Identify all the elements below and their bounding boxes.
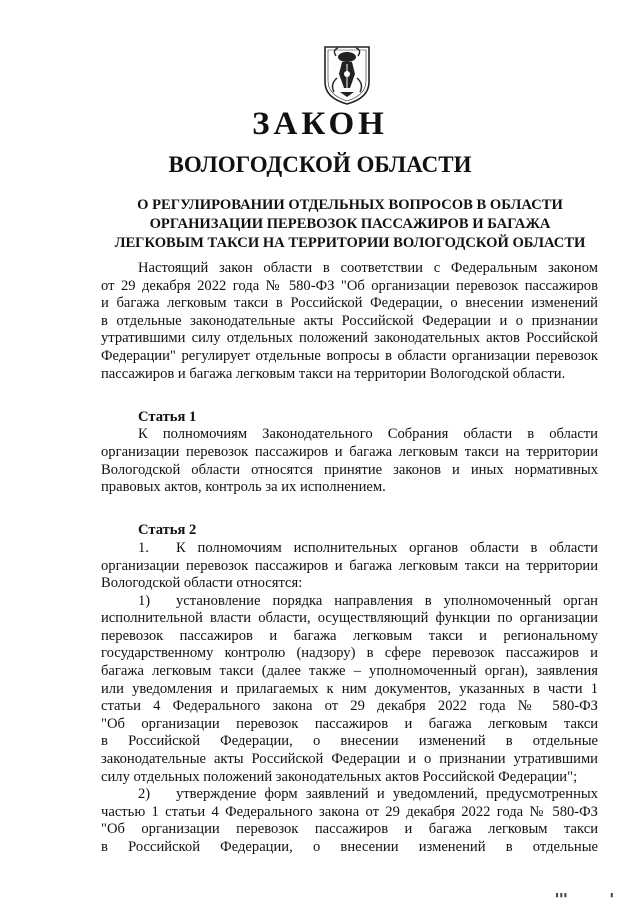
text-line: Вологодской области относятся принятие законов и иных нормативных bbox=[101, 461, 598, 478]
text-line: 1. К полномочиям исполнительных органов области в области bbox=[138, 539, 598, 556]
text-line: багажа легковым такси (далее также – уполномоченный орган), заявления bbox=[101, 663, 598, 680]
preamble bbox=[101, 260, 598, 383]
text-line: исполнительной власти области, осуществляющий функции по организации bbox=[101, 610, 598, 627]
text-line: 1) установление порядка направления в уполномоченный орган bbox=[138, 592, 598, 609]
heading-line: ЛЕГКОВЫМ ТАКСИ НА ТЕРРИТОРИИ ВОЛОГОДСКОЙ ОБЛАСТИ bbox=[114, 235, 586, 251]
article-2-item-1 bbox=[101, 593, 598, 787]
text-line: силу отдельных положений законодательных актов Российской Федерации"; bbox=[101, 768, 578, 785]
text-line: 2) утверждение форм заявлений и уведомлений, предусмотренных bbox=[138, 786, 598, 803]
article-2-title: Статья 2 bbox=[138, 522, 197, 539]
text-line: статьи 4 Федерального закона от 29 декабря 2022 года № 580-ФЗ bbox=[101, 698, 598, 715]
text-line: Вологодской области относятся: bbox=[101, 575, 303, 592]
article-1-title: Статья 1 bbox=[138, 408, 197, 425]
text-line: частью 1 статьи 4 Федерального закона от 29 декабря 2022 года № 580-ФЗ bbox=[101, 803, 598, 820]
text-line: и багажа легковым такси в Российской Федерации, о внесении изменений bbox=[101, 295, 598, 312]
text-line: "Об организации перевозок пассажиров и багажа легковым такси bbox=[101, 715, 598, 732]
text-line: организации перевозок пассажиров и багажа легковым такси на территории bbox=[101, 443, 598, 460]
text-line: организации перевозок пассажиров и багажа легковым такси на территории bbox=[101, 557, 598, 574]
text-line: правовых актов, контроль за их исполнением. bbox=[101, 479, 386, 496]
law-title: ЗАКОН bbox=[252, 106, 388, 142]
text-line: в отдельные законодательные акты Российской Федерации и о признании bbox=[101, 312, 598, 329]
text-line: в Российской Федерации, о внесении изменений в отдельные bbox=[101, 839, 598, 855]
item-number: 1) bbox=[138, 592, 151, 609]
article-2-part-1 bbox=[101, 540, 598, 593]
text-line: законодательные акты Российской Федерации и о признании утратившими bbox=[101, 751, 598, 768]
text-line: от 29 декабря 2022 года № 580-ФЗ "Об организации перевозок пассажиров bbox=[101, 277, 598, 294]
text-line: "Об организации перевозок пассажиров и багажа легковым такси bbox=[101, 821, 598, 838]
heading-line: О РЕГУЛИРОВАНИИ ОТДЕЛЬНЫХ ВОПРОСОВ В ОБЛАСТИ bbox=[137, 197, 563, 213]
vologda-coat-of-arms-icon bbox=[322, 44, 372, 106]
text-line: или уведомления и прилагаемых к ним документов, указанных в части 1 bbox=[101, 680, 598, 697]
text-line: пассажиров и багажа легковым такси на территории Вологодской области. bbox=[101, 365, 566, 382]
page-marks: ▮▮▮ ▮ bbox=[554, 891, 614, 899]
text-line: перевозок пассажиров и багажа легковым такси и региональному bbox=[101, 627, 598, 644]
text-line: Федерации" регулирует отдельные вопросы в области организации перевозок bbox=[101, 347, 598, 364]
text-line: утратившими силу отдельных положений законодательных актов Российской bbox=[101, 330, 598, 347]
text-line: в Российской Федерации, о внесении изменений в отдельные bbox=[101, 733, 598, 750]
article-2-item-2 bbox=[101, 786, 598, 856]
document-body bbox=[101, 260, 598, 857]
text-line: К полномочиям Законодательного Собрания области в области bbox=[138, 426, 598, 443]
item-number: 2) bbox=[138, 786, 151, 803]
law-heading bbox=[90, 196, 610, 253]
article-1-text bbox=[101, 426, 598, 496]
heading-line: ОРГАНИЗАЦИИ ПЕРЕВОЗОК ПАССАЖИРОВ И БАГАЖА bbox=[149, 216, 551, 232]
text-line: Настоящий закон области в соответствии с Федеральным законом bbox=[138, 260, 598, 276]
region-title: ВОЛОГОДСКОЙ ОБЛАСТИ bbox=[168, 152, 472, 177]
text-line: государственному контролю (надзору) в сфере перевозок пассажиров и bbox=[101, 645, 598, 662]
item-number: 1. bbox=[138, 539, 149, 556]
